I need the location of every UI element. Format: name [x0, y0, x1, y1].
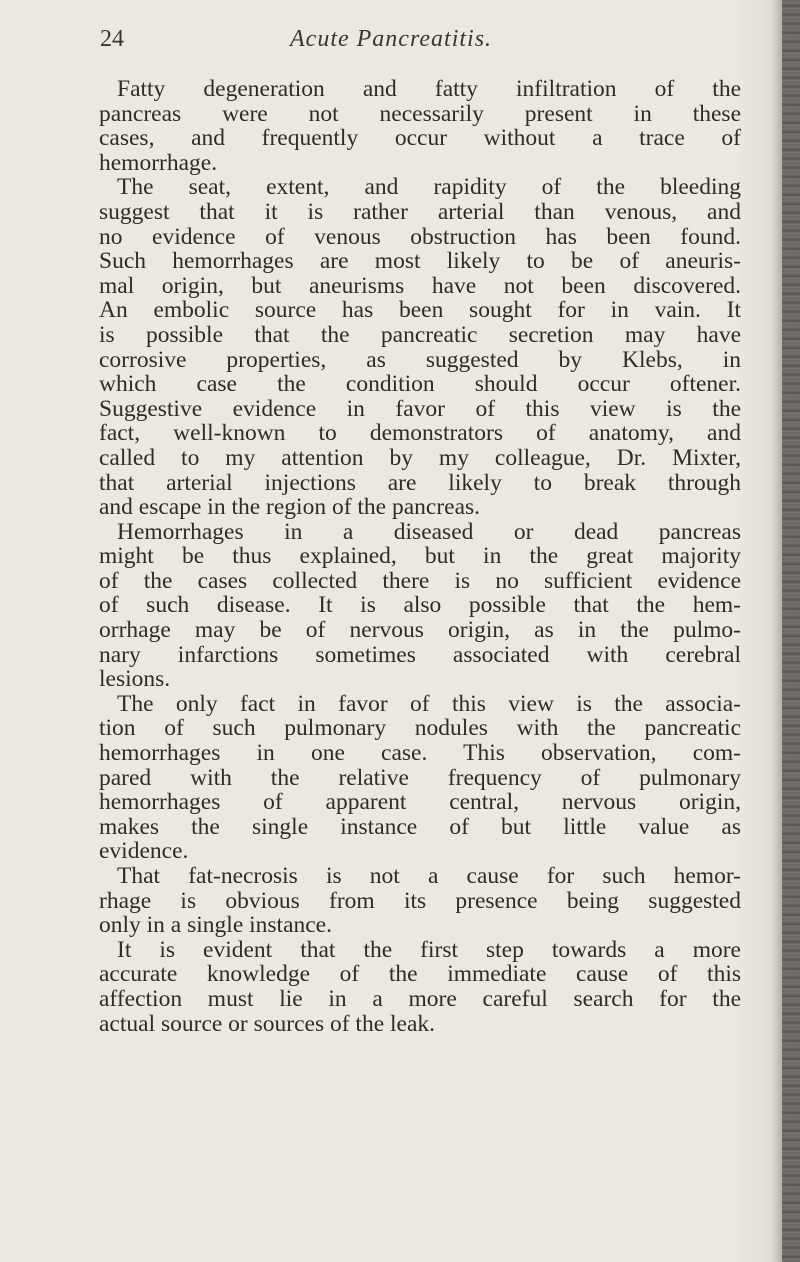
text-line: pancreas were not necessarily present in these: [99, 100, 741, 127]
text-line: which case the condition should occur oftener.: [99, 371, 741, 398]
text-line: It is evident that the first step towards a more: [117, 936, 741, 963]
text-line: evidence.: [99, 838, 189, 865]
text-line: hemorrhages in one case. This observation, com-: [99, 740, 741, 767]
text-line: called to my attention by my colleague, Dr. Mixter,: [99, 444, 741, 471]
book-binding-edge: [782, 0, 800, 1262]
text-line: Fatty degeneration and fatty infiltration of the: [117, 76, 741, 102]
text-line: pared with the relative frequency of pulmonary: [99, 764, 741, 791]
text-line: corrosive properties, as suggested by Klebs, in: [99, 346, 741, 373]
text-line: nary infarctions sometimes associated with cerebral: [99, 641, 741, 668]
text-line: tion of such pulmonary nodules with the pancreatic: [99, 715, 741, 742]
text-line: that arterial injections are likely to break through: [99, 469, 741, 496]
text-line: That fat-necrosis is not a cause for such hemor-: [117, 863, 741, 889]
text-line: makes the single instance of but little value as: [99, 813, 741, 840]
text-line: orrhage may be of nervous origin, as in the pulmo-: [99, 617, 741, 644]
body-text: [99, 77, 741, 1036]
text-line: hemorrhages of apparent central, nervous origin,: [99, 789, 741, 816]
page-edge-shadow: [772, 0, 782, 1262]
text-line: accurate knowledge of the immediate cause of this: [99, 961, 741, 988]
text-line: only in a single instance.: [99, 912, 332, 939]
text-line: no evidence of venous obstruction has been found.: [99, 223, 741, 250]
text-line: mal origin, but aneurisms have not been discovered.: [99, 272, 741, 299]
text-line: cases, and frequently occur without a trace of: [99, 125, 741, 152]
text-line: fact, well-known to demonstrators of anatomy, and: [99, 420, 741, 447]
text-line: affection must lie in a more careful search for the: [99, 985, 741, 1012]
text-line: Hemorrhages in a diseased or dead pancreas: [117, 518, 741, 545]
text-line: The seat, extent, and rapidity of the bleeding: [117, 174, 741, 201]
text-line: and escape in the region of the pancreas.: [99, 494, 481, 521]
text-line: actual source or sources of the leak.: [99, 1010, 436, 1037]
page-number: 24: [100, 26, 124, 52]
text-line: Such hemorrhages are most likely to be of aneuris-: [99, 248, 741, 275]
text-line: is possible that the pancreatic secretion may have: [99, 321, 741, 348]
text-line: Suggestive evidence in favor of this view is the: [99, 395, 741, 422]
page-header: [100, 26, 740, 66]
text-line: of the cases collected there is no sufficient evidence: [99, 567, 741, 594]
text-line: of such disease. It is also possible that the hem-: [99, 592, 741, 619]
text-line: lesions.: [99, 666, 171, 693]
text-line: suggest that it is rather arterial than venous, and: [99, 198, 741, 225]
text-line: The only fact in favor of this view is the associa-: [117, 690, 741, 717]
running-title: Acute Pancreatitis.: [290, 26, 493, 52]
text-line: might be thus explained, but in the great majority: [99, 543, 741, 570]
text-line: rhage is obvious from its presence being suggested: [99, 887, 741, 914]
text-line: hemorrhage.: [99, 149, 218, 176]
text-line: An embolic source has been sought for in vain. It: [99, 297, 741, 324]
